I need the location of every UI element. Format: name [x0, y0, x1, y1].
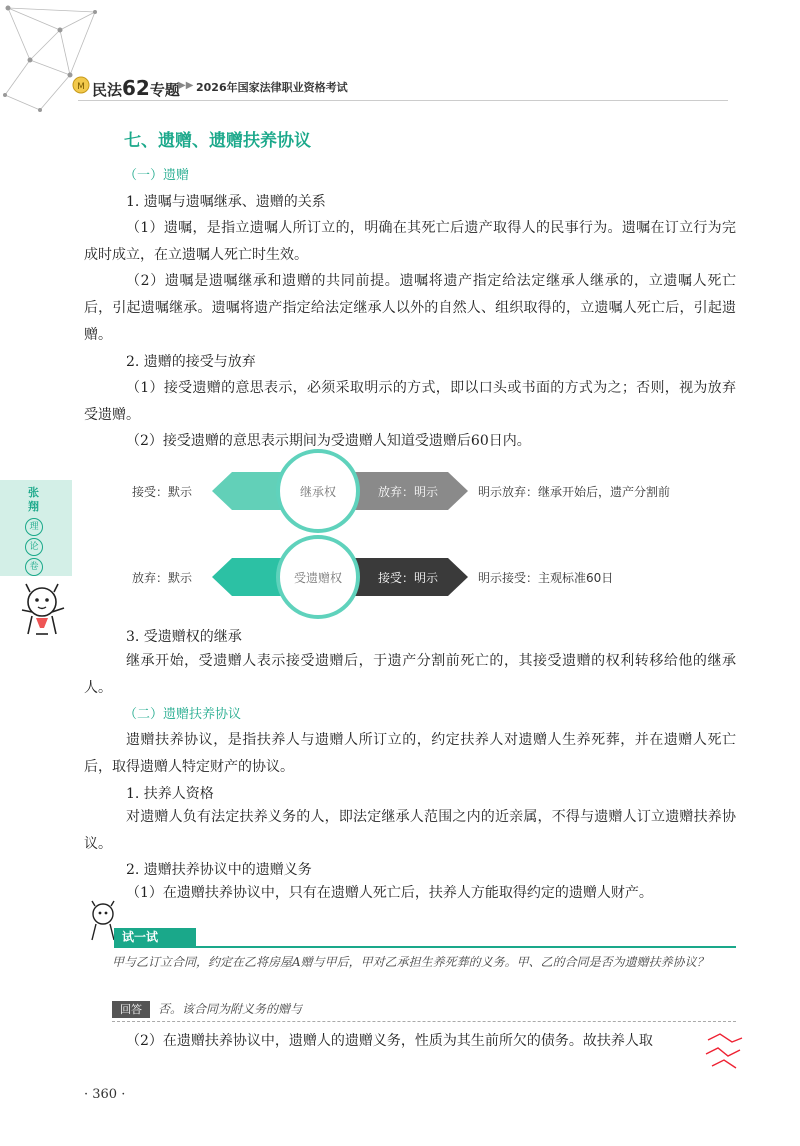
paragraph-6: 遗赠扶养协议，是指扶养人与遗赠人所订立的，约定扶养人对遗赠人生养死葬，并在遗赠人死亡后，取得遗赠人特定财产的协议。: [84, 732, 736, 775]
paragraph-7: 对遗赠人负有法定扶养义务的人，即法定继承人范围之内的近亲属，不得与遗赠人订立遗赠扶养协议。: [84, 809, 736, 852]
side-tag-1: 理: [25, 518, 43, 536]
paragraph-5: 继承开始，受遗赠人表示接受遗赠后，于遗产分割前死亡的，其接受遗赠的权利转移给他的继承人。: [84, 653, 736, 696]
heading-2: 2. 遗赠的接受与放弃: [126, 354, 256, 370]
side-tab-name: 张翔: [28, 486, 39, 513]
heading-5: 2. 遗赠扶养协议中的遗赠义务: [126, 862, 312, 878]
try-tag: 试一试: [114, 928, 196, 946]
try-divider: [114, 946, 736, 948]
network-decoration: [0, 0, 110, 120]
try-question: 甲与乙订立合同，约定在乙将房屋A赠与甲后，甲对乙承担生养死葬的义务。甲、乙的合同是否为遗赠扶养协议？: [112, 955, 709, 969]
header-chevrons: ▶▶: [178, 80, 194, 91]
brand-prefix: 民法: [92, 81, 123, 99]
diagram-row1-arrow-label: 放弃：明示: [378, 485, 439, 499]
mascot-icon: [14, 582, 72, 640]
section-title: 七、遗赠、遗赠扶养协议: [124, 131, 311, 151]
diagram-row2-center-label: 受遗赠权: [293, 570, 342, 585]
side-tag-3: 卷: [25, 558, 43, 576]
diagram-row1-left-label: 接受：默示: [132, 485, 193, 499]
paragraph-3: （1）接受遗赠的意思表示，必须采取明示的方式，即以口头或书面的方式为之；否则，视为放弃受遗赠。: [84, 380, 736, 423]
diagram-row1-center-label: 继承权: [299, 484, 336, 499]
brand-logo-icon: [72, 76, 90, 94]
stamp-decoration: [702, 1030, 748, 1074]
paragraph-4: （2）接受遗赠的意思表示期间为受遗赠人知道受遗赠后60日内。: [126, 433, 531, 449]
paragraph-8: （1）在遗赠扶养协议中，只有在遗赠人死亡后，扶养人方能取得约定的遗赠人财产。: [126, 885, 653, 901]
diagram-row2-left-label: 放弃：默示: [132, 571, 193, 585]
page-number: · 360 ·: [84, 1087, 126, 1102]
heading-3: 3. 受遗赠权的继承: [126, 629, 242, 645]
diagram-row1-circle: [276, 449, 360, 533]
paragraph-9: （2）在遗赠扶养协议中，遗赠人的遗赠义务，性质为其生前所欠的债务。故扶养人取: [126, 1033, 653, 1049]
paragraph-1: （1）遗嘱，是指立遗嘱人所订立的，明确在其死亡后遗产取得人的民事行为。遗嘱在订立行为完成时成立，在立遗嘱人死亡时生效。: [84, 220, 736, 263]
answer-label: 回答: [112, 1001, 150, 1018]
header-subtitle: 2026年国家法律职业资格考试: [196, 81, 348, 94]
svg-text:M: M: [77, 82, 85, 92]
answer-divider: [112, 1021, 736, 1022]
diagram-row2-circle: [276, 535, 360, 619]
answer-text: 否。该合同为附义务的赠与: [158, 1002, 303, 1016]
diagram-row1-right-label: 明示放弃：继承开始后，遗产分割前: [478, 485, 671, 499]
header-divider: [78, 100, 728, 101]
header-brand: [92, 76, 180, 100]
side-tag-2: 论: [25, 538, 43, 556]
side-tab-tags: [25, 518, 45, 576]
brand-suffix: 专题: [149, 81, 180, 99]
subsection-title-bequest: （一）遗赠: [124, 168, 190, 183]
diagram-row2-arrow-label: 接受：明示: [378, 571, 439, 585]
paragraph-2: （2）遗嘱是遗嘱继承和遗赠的共同前提。遗嘱将遗产指定给法定继承人继承的，立遗嘱人死亡后，引起遗嘱继承。遗嘱将遗产指定给法定继承人以外的自然人、组织取得的，立遗嘱人死亡后，引起遗赠。: [84, 273, 736, 343]
heading-1: 1. 遗嘱与遗嘱继承、遗赠的关系: [126, 194, 326, 210]
heading-4: 1. 扶养人资格: [126, 786, 214, 802]
diagram-row1-left-arrow: [212, 472, 284, 510]
diagram-row2-left-arrow: [212, 558, 284, 596]
diagram-row2-right-label: 明示接受：主观标准60日: [478, 571, 614, 585]
brand-number: 62: [122, 76, 150, 100]
subsection-title-support-agreement: （二）遗赠扶养协议: [124, 707, 242, 722]
